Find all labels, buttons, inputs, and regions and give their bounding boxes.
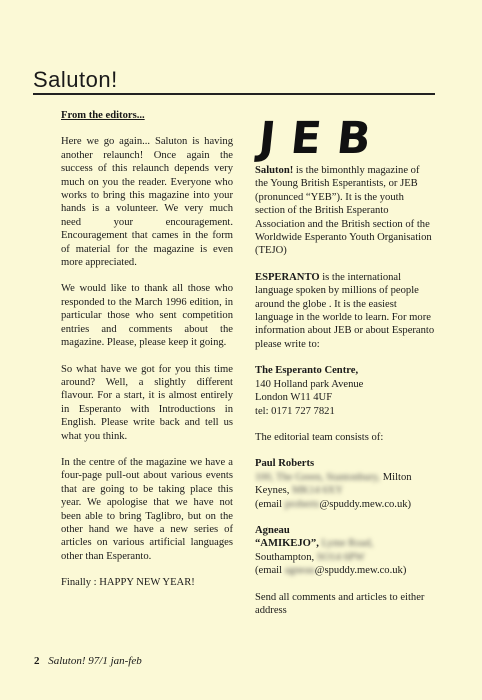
editor-2-name: Agneau <box>255 524 290 536</box>
team-intro: The editorial team consists of: <box>255 431 384 443</box>
address-line-2: London W11 4UF <box>255 392 333 404</box>
esperanto-intro <box>255 271 435 351</box>
jeb-logo <box>255 103 435 164</box>
intro-lead: Saluton! <box>255 165 294 176</box>
page-number: 2 <box>34 655 40 667</box>
editor-2-email-user-redacted: agneau <box>284 565 315 577</box>
editor-2-postcode-redacted: SO14 6PW <box>316 551 365 563</box>
editor-1-email-domain: @spuddy.mew.co.uk) <box>319 498 412 510</box>
header-divider <box>33 93 435 95</box>
editors-column <box>61 109 233 603</box>
contact-address <box>255 364 435 418</box>
jeb-logo-letter-e: E <box>288 113 325 164</box>
editor-2-email-prefix: (email <box>255 565 285 577</box>
page-header-title: Saluton! <box>33 67 118 92</box>
jeb-logo-letter-b: B <box>334 113 374 164</box>
editor-1-postcode-redacted: MK14 6XY <box>292 485 343 497</box>
editors-paragraph-3: So what have we got for you this time around? Well, a slightly different flavour. For a start, it is almost entirely in Esperanto with Introductions in English. Please write back and tell us what you think. <box>61 363 233 442</box>
editor-2-email-domain: @spuddy.mew.co.uk) <box>314 565 407 577</box>
esperanto-lead: ESPERANTO <box>255 271 320 283</box>
address-line-1: 140 Holland park Avenue <box>255 378 364 390</box>
editors-paragraph-5: Finally : HAPPY NEW YEAR! <box>61 577 195 589</box>
closing-note: Send all comments and articles to either address <box>255 591 425 616</box>
editors-paragraph-4: In the centre of the magazine we have a four-page pull-out about various events that are going to be taking place this year. We apologise that we have not been able to bring Taglibro, but on the other hand we have a new series of articles on various artificial languages other than Esperanto. <box>61 456 233 562</box>
editor-1-email-user-redacted: proberts <box>284 498 320 510</box>
editor-2-address-redacted: Lyme Road, <box>321 538 374 550</box>
editor-1-name: Paul Roberts <box>255 458 315 470</box>
esperanto-text: is the international language spoken by millions of people around the globe . It is the easiest language in the worlde to learn. For more information about JEB or about Esperanto please write to: <box>255 271 435 350</box>
editor-1-email-prefix: (email <box>255 498 285 510</box>
address-tel: tel: 0171 727 7821 <box>255 405 335 417</box>
editor-2-alias: “AMIKEJO”, <box>255 538 319 550</box>
editor-2-city: Southampton, <box>255 551 315 563</box>
editor-1-address-redacted: 100, The Green, Stantonbury, <box>255 471 381 483</box>
issue-label: Saluton! 97/1 jan-feb <box>48 655 142 667</box>
editor-1 <box>255 457 435 511</box>
editors-paragraph-1: Here we go again... Saluton is having another relaunch! Once again the success of this relaunch depends very much on you the reader. Everyone who works to bring this magazine into your hands is a volunteer. We very much need your encouragement. Encouragement that cames in the form of material for the magazine is even more appreciated. <box>61 136 233 269</box>
magazine-intro <box>255 164 435 258</box>
address-name: The Esperanto Centre, <box>255 365 359 377</box>
intro-text: is the bimonthly magazine of the Young British Esperantists, or JEB (pronunced “YEB”). It is the youth section of the British Esperanto Association and the British section of the Worldwide Esperanto Youth Organisation (TEJO) <box>255 165 432 257</box>
editor-1-city: Milton Keynes, <box>255 471 412 497</box>
jeb-logo-letter-j: J <box>256 113 279 164</box>
page-footer <box>34 655 142 667</box>
editors-paragraph-2: We would like to thank all those who responded to the March 1996 edition, in particular those who sent competition entries and comments about the magazine. Please, please keep it going. <box>61 283 233 349</box>
editors-heading: From the editors... <box>61 110 145 121</box>
editor-2 <box>255 524 435 578</box>
info-column <box>255 103 435 630</box>
